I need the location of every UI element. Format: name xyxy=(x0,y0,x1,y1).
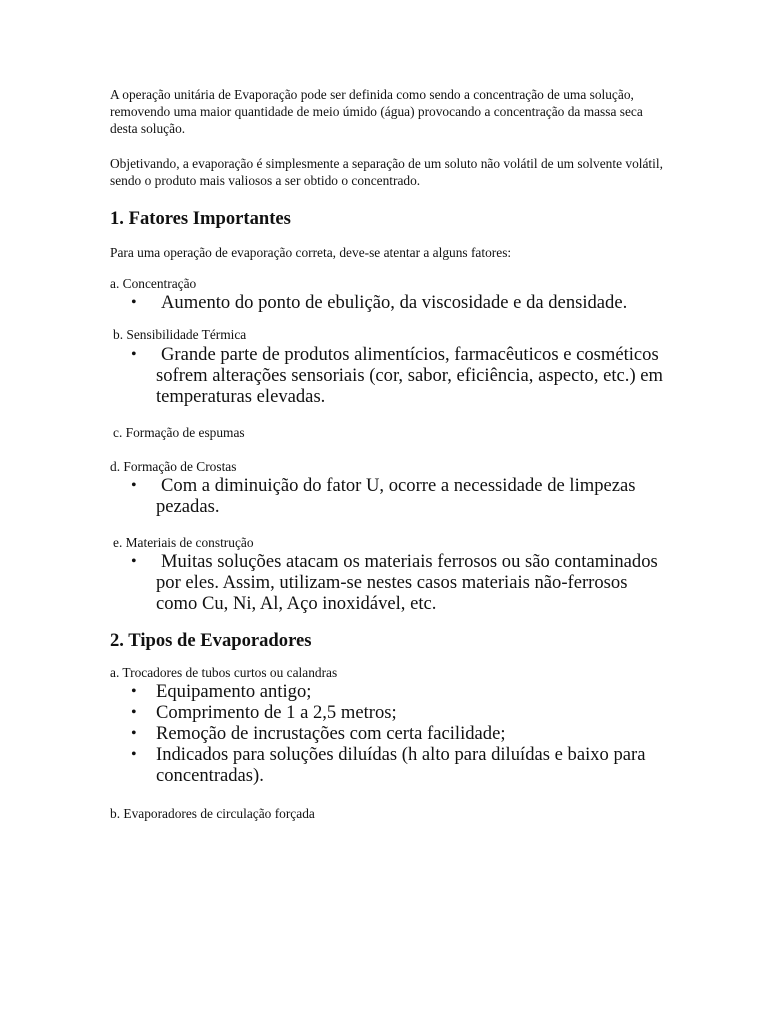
list-item xyxy=(110,551,670,614)
list-item-text: Comprimento de 1 a 2,5 metros; xyxy=(156,702,397,724)
list-materiais-construcao xyxy=(110,551,670,614)
list-item-text: Muitas soluções atacam os materiais ferrosos ou são contaminados por eles. Assim, utilizam-se nestes casos materiais não-ferrosos como Cu, Ni, Al, Aço inoxidável, etc. xyxy=(156,551,658,615)
bullet-icon: • xyxy=(131,294,137,312)
list-formacao-crostas xyxy=(110,475,670,517)
list-item-text: Remoção de incrustações com certa facilidade; xyxy=(156,723,506,745)
intro-paragraph-1: A operação unitária de Evaporação pode ser definida como sendo a concentração de uma solução, removendo uma maior quantidade de meio úmido (água) provocando a concentração da massa seca desta solução. xyxy=(110,87,643,137)
list-item-text: Aumento do ponto de ebulição, da viscosidade e da densidade. xyxy=(161,292,628,314)
list-item xyxy=(110,344,670,407)
document-page xyxy=(110,86,670,823)
label-materiais-construcao: e. Materiais de construção xyxy=(113,535,254,551)
list-item xyxy=(110,475,670,517)
bullet-icon: • xyxy=(131,345,137,363)
bullet-icon: • xyxy=(131,725,137,743)
label-sensibilidade-termica: b. Sensibilidade Térmica xyxy=(113,327,247,343)
list-trocadores-tubos-curtos xyxy=(110,681,670,786)
intro-paragraph-2: Objetivando, a evaporação é simplesmente a separação de um soluto não volátil de um solvente volátil, sendo o produto mais valiosos a ser obtido o concentrado. xyxy=(110,155,663,188)
label-concentracao: a. Concentração xyxy=(110,276,197,292)
bullet-icon: • xyxy=(131,704,137,722)
list-concentracao xyxy=(110,292,670,313)
list-item xyxy=(110,744,670,786)
bullet-icon: • xyxy=(131,477,137,495)
label-circulacao-forcada: b. Evaporadores de circulação forçada xyxy=(110,806,315,822)
list-item xyxy=(110,292,670,313)
bullet-icon: • xyxy=(131,683,137,701)
label-formacao-crostas: d. Formação de Crostas xyxy=(110,458,237,474)
list-item xyxy=(110,702,670,723)
bullet-icon: • xyxy=(131,746,137,764)
label-formacao-espumas: c. Formação de espumas xyxy=(113,424,245,440)
list-item xyxy=(110,723,670,744)
section-1-heading: 1. Fatores Importantes xyxy=(110,208,291,230)
list-item-text: Equipamento antigo; xyxy=(156,681,312,703)
list-item-text: Grande parte de produtos alimentícios, farmacêuticos e cosméticos sofrem alterações sensoriais (cor, sabor, eficiência, aspecto, etc.) em temperaturas elevadas. xyxy=(156,343,664,407)
section-1-intro: Para uma operação de evaporação correta, deve-se atentar a alguns fatores: xyxy=(110,245,512,261)
label-trocadores-tubos-curtos: a. Trocadores de tubos curtos ou calandras xyxy=(110,665,338,681)
list-item xyxy=(110,681,670,702)
list-item-text: Indicados para soluções diluídas (h alto para diluídas e baixo para concentradas). xyxy=(156,744,646,787)
section-2-heading: 2. Tipos de Evaporadores xyxy=(110,630,312,652)
bullet-icon: • xyxy=(131,553,137,571)
list-sensibilidade-termica xyxy=(110,344,670,407)
list-item-text: Com a diminuição do fator U, ocorre a necessidade de limpezas pezadas. xyxy=(156,475,636,518)
